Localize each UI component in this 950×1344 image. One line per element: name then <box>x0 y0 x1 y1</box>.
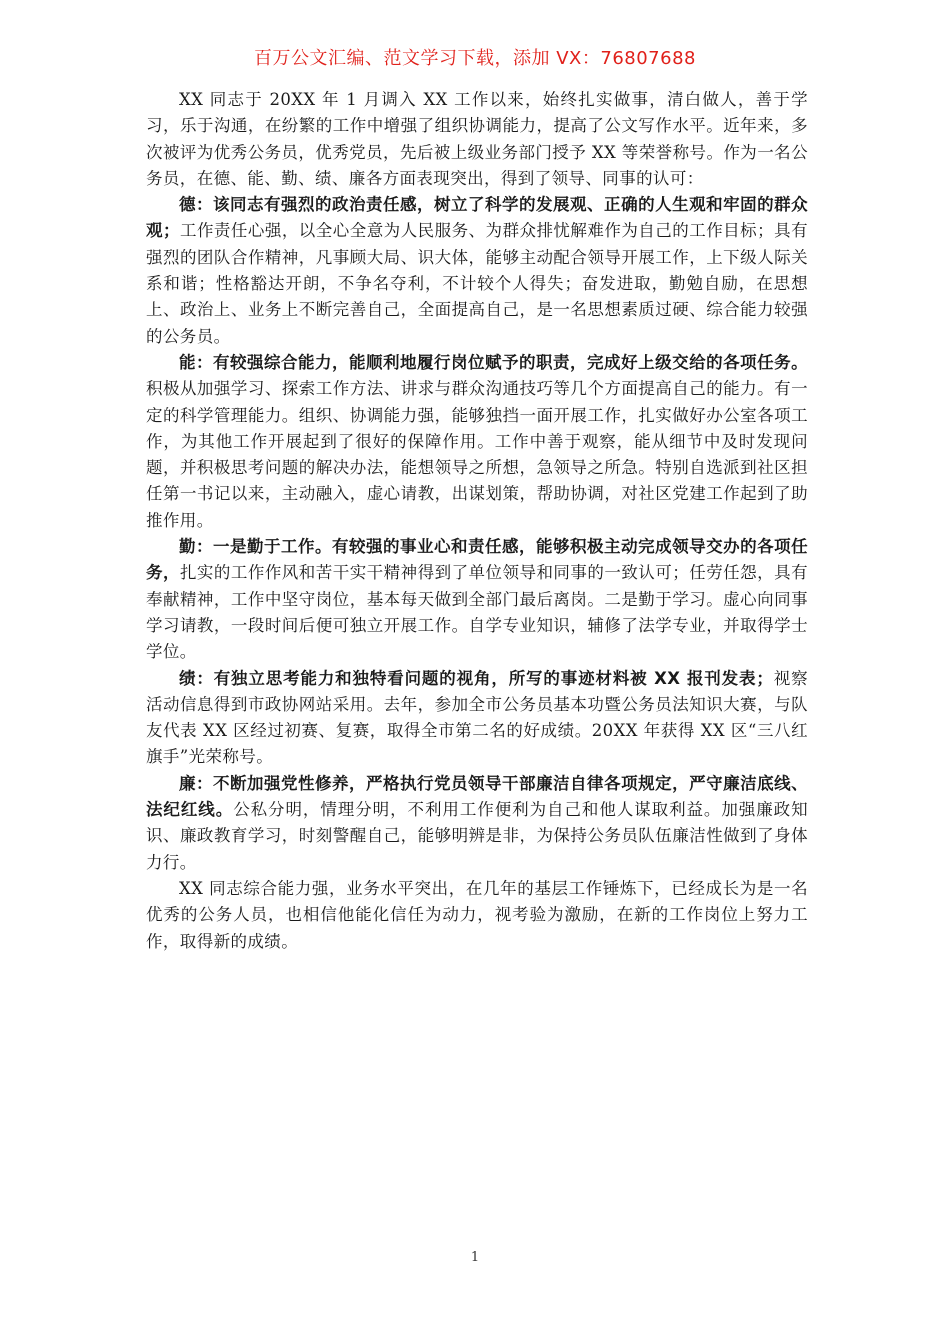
paragraph-lead: 廉：不断加强党性修养，严格执行党员领导干部廉洁自律各项规定，严守廉洁底线、法纪红线。 <box>146 773 808 820</box>
page-number: 1 <box>470 1250 480 1265</box>
paragraph-de <box>146 192 808 350</box>
paragraph-text: 扎实的工作作风和苦干实干精神得到了单位领导和同事的一致认可；任劳任怨，具有奉献精神，工作中坚守岗位，基本每天做到全部门最后离岗。二是勤于学习。虚心向同事学习请教，一段时间后便可独立开展工作。自学专业知识，辅修了法学专业，并取得学士学位。 <box>146 563 808 662</box>
paragraph-text: 公私分明，情理分明，不利用工作便利为自己和他人谋取利益。加强廉政知识、廉政教育学习，时刻警醒自己，能够明辨是非，为保持公务员队伍廉洁性做到了身体力行。 <box>146 800 809 872</box>
paragraph-lead: 能：有较强综合能力，能顺利地履行岗位赋予的职责，完成好上级交给的各项任务。 <box>179 352 808 372</box>
paragraph-intro <box>146 87 808 192</box>
paragraph-ji <box>146 666 808 771</box>
paragraph-conclusion <box>146 876 808 955</box>
paragraph-lian <box>146 771 808 876</box>
paragraph-text: 视察活动信息得到市政协网站采用。去年，参加全市公务员基本功暨公务员法知识大赛，与队友代表 XX 区经过初赛、复赛，取得全市第二名的好成绩。20XX 年获得 XX 区“三八红旗手”光荣称号。 <box>146 668 808 767</box>
document-body <box>146 87 808 955</box>
paragraph-text: 工作责任心强，以全心全意为人民服务、为群众排忧解难作为自己的工作目标；具有强烈的团队合作精神，凡事顾大局、识大体，能够主动配合领导开展工作，上下级人际关系和谐；性格豁达开朗，不争名夺利，不计较个人得失；奋发进取，勤勉自励，在思想上、政治上、业务上不断完善自己，全面提高自己，是一名思想素质过硬、综合能力较强的公务员。 <box>146 221 808 346</box>
paragraph-text: XX 同志于 20XX 年 1 月调入 XX 工作以来，始终扎实做事，清白做人，善于学习，乐于沟通，在纷繁的工作中增强了组织协调能力，提高了公文写作水平。近年来，多次被评为优秀公务员，优秀党员，先后被上级业务部门授予 XX 等荣誉称号。作为一名公务员，在德、能、勤、绩、廉各方面表现突出，得到了领导、同事的认可： <box>146 90 808 188</box>
paragraph-text: XX 同志综合能力强，业务水平突出，在几年的基层工作锤炼下，已经成长为是一名优秀的公务人员，也相信他能化信任为动力，视考验为激励，在新的工作岗位上努力工作，取得新的成绩。 <box>146 878 808 951</box>
paragraph-lead: 德：该同志有强烈的政治责任感，树立了科学的发展观、正确的人生观和牢固的群众观； <box>146 195 808 241</box>
paragraph-lead: 绩：有独立思考能力和独特看问题的视角，所写的事迹材料被 XX 报刊发表； <box>179 668 774 688</box>
paragraph-text: 积极从加强学习、探索工作方法、讲求与群众沟通技巧等几个方面提高自己的能力。有一定的科学管理能力。组织、协调能力强，能够独挡一面开展工作，扎实做好办公室各项工作，为其他工作开展起到了很好的保障作用。工作中善于观察，能从细节中及时发现问题，并积极思考问题的解决办法，能想领导之所想，急领导之所急。特别自选派到社区担任第一书记以来，主动融入，虚心请教，出谋划策，帮助协调，对社区党建工作起到了助推作用。 <box>146 379 808 530</box>
paragraph-qin <box>146 534 808 665</box>
paragraph-lead: 勤：一是勤于工作。有较强的事业心和责任感，能够积极主动完成领导交办的各项任务， <box>146 537 808 583</box>
header-banner: 百万公文汇编、范文学习下载，添加 VX：76807688 <box>254 48 696 69</box>
paragraph-neng <box>146 350 808 534</box>
